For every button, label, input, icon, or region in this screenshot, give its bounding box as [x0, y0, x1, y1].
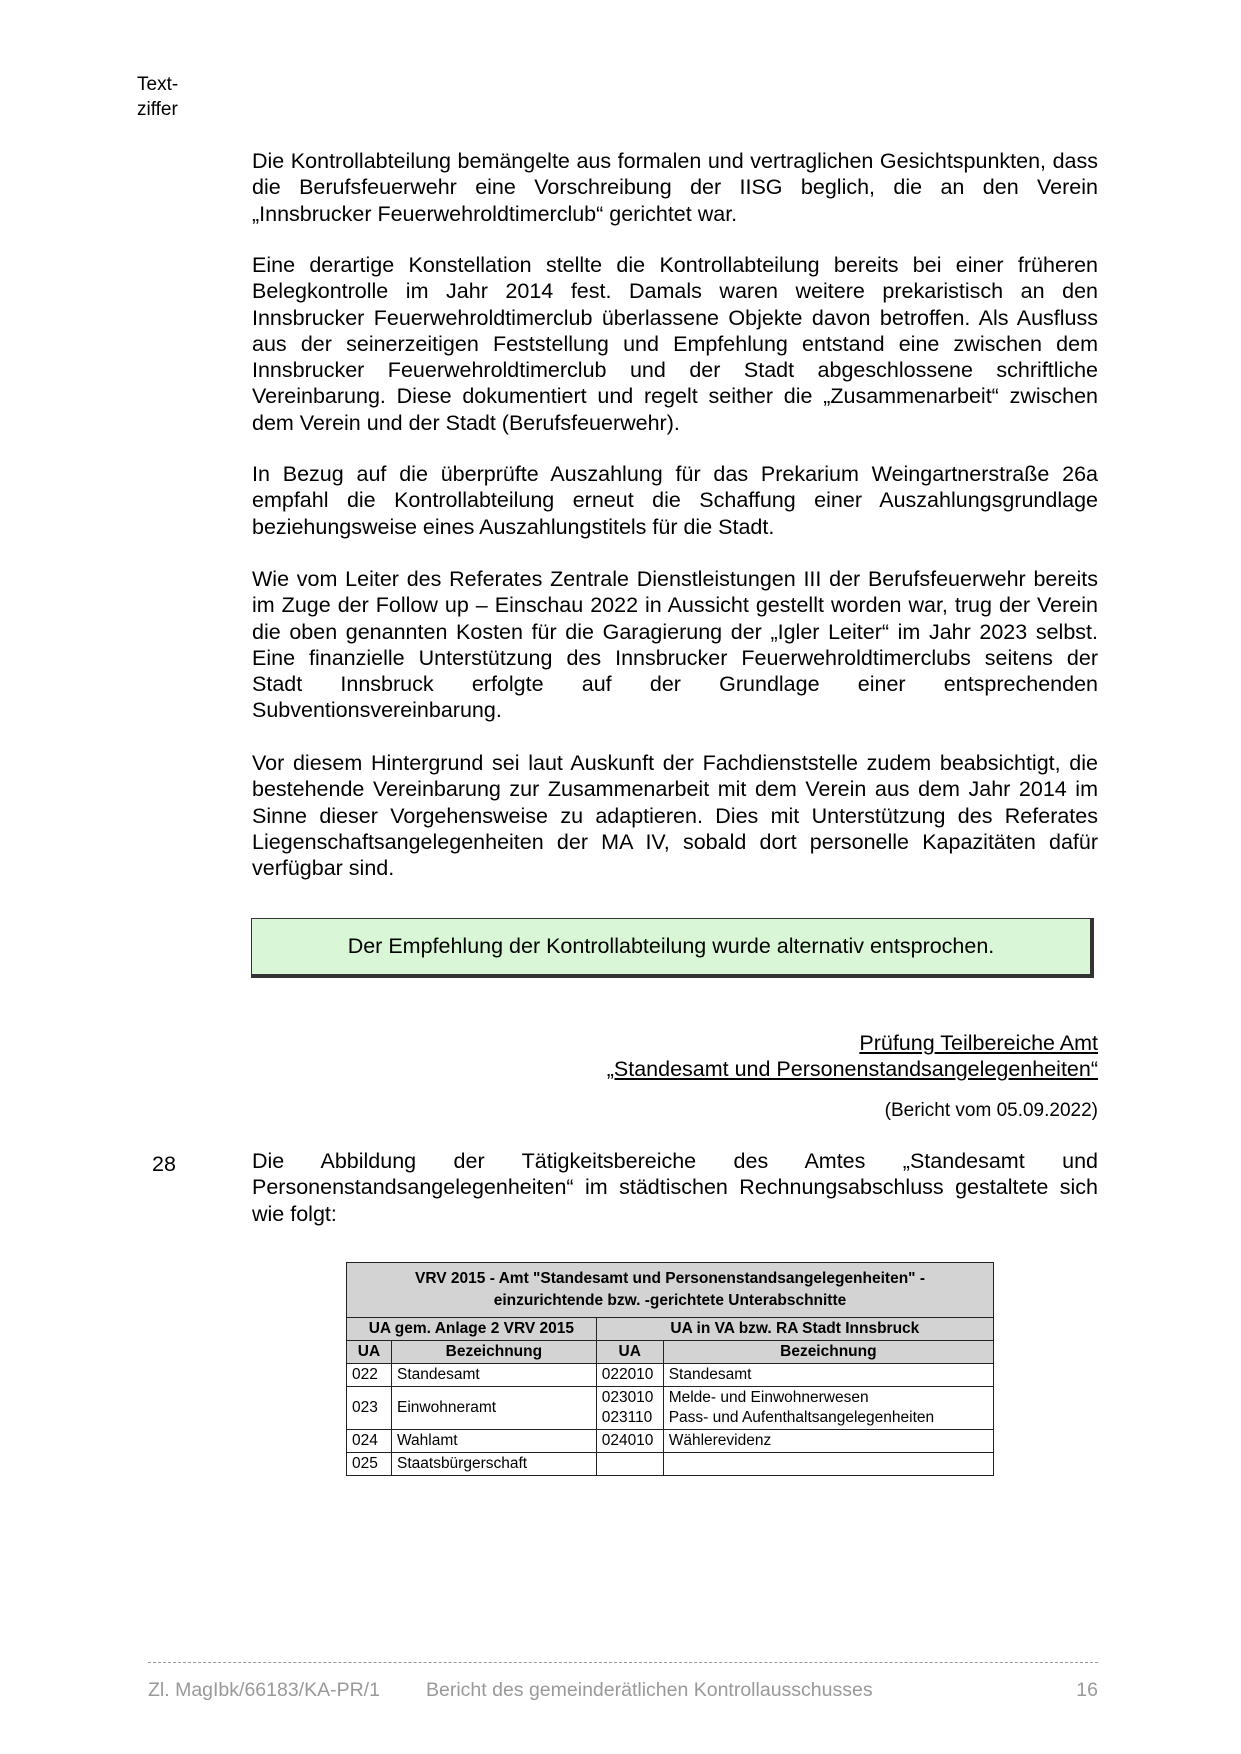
cell-ua2: 022010 — [596, 1364, 663, 1387]
cell-ua: 022 — [347, 1364, 392, 1387]
margin-label-textziffer — [137, 72, 178, 122]
cell-bezeichnung: Staatsbürgerschaft — [392, 1453, 597, 1476]
paragraph-28: Die Abbildung der Tätigkeitsbereiche des Amtes „Standesamt und Personenstandsangelegenheiten“ im städtischen Rechnungsabschluss gestaltete sich wie folgt: — [252, 1149, 1098, 1226]
col-header-bezeichnung: Bezeichnung — [392, 1341, 597, 1364]
cell-ua: 024 — [347, 1430, 392, 1453]
cell-bezeichnung: Einwohneramt — [392, 1387, 597, 1430]
cell-ua2-line: 023010 — [601, 1389, 654, 1406]
section-heading — [607, 1030, 1098, 1082]
vrv-table — [346, 1262, 994, 1476]
cell-bezeichnung2 — [663, 1453, 993, 1476]
cell-bezeichnung: Standesamt — [392, 1364, 597, 1387]
cell-ua: 023 — [347, 1387, 392, 1430]
report-date: (Bericht vom 05.09.2022) — [884, 1100, 1098, 1121]
paragraph-2: Eine derartige Konstellation stellte die Kontrollabteilung bereits bei einer früheren Belegkontrolle im Jahr 2014 fest. Damals waren weitere prekaristisch an den Innsbrucker Feuerwehroldtimerclub überlassene Objekte davon betroffen. Als Ausfluss aus der seinerzeitigen Feststellung und Empfehlung entstand eine zwischen dem Innsbrucker Feuerwehroldtimerclub und der Stadt abgeschlossene schriftliche Vereinbarung. Diese dokumentiert und regelt seither die „Zusammenarbeit“ zwischen dem Verein und der Stadt (Berufsfeuerwehr). — [252, 253, 1098, 435]
cell-bezeichnung2 — [663, 1387, 993, 1430]
table-row — [347, 1453, 994, 1476]
cell-ua2 — [596, 1453, 663, 1476]
margin-label-line1: Text- — [137, 74, 179, 95]
table-title-line1: VRV 2015 - Amt "Standesamt und Personenstandsangelegenheiten" - — [415, 1270, 925, 1287]
paragraph-3: In Bezug auf die überprüfte Auszahlung für das Prekarium Weingartnerstraße 26a empfahl die Kontrollabteilung erneut die Schaffung einer Auszahlungsgrundlage beziehungsweise eines Auszahlungstitels für die Stadt. — [252, 462, 1098, 539]
section-heading-line2: „Standesamt und Personenstandsangelegenheiten“ — [606, 1057, 1098, 1081]
recommendation-callout — [251, 918, 1094, 978]
paragraph-5: Vor diesem Hintergrund sei laut Auskunft der Fachdienststelle zudem beabsichtigt, die bestehende Vereinbarung zur Zusammenarbeit mit dem Verein aus dem Jahr 2014 im Sinne dieser Vorgehensweise zu adaptieren. Dies mit Unterstützung des Referates Liegenschaftsangelegenheiten der MA IV, sobald dort personelle Kapazitäten dafür verfügbar sind. — [252, 751, 1098, 881]
table-title — [347, 1263, 994, 1318]
textziffer-number: 28 — [152, 1152, 176, 1176]
footer-reference: Zl. MagIbk/66183/KA-PR/1 — [148, 1679, 380, 1701]
group-header-left: UA gem. Anlage 2 VRV 2015 — [347, 1318, 597, 1341]
cell-bezeichnung2: Standesamt — [663, 1364, 993, 1387]
footer-title: Bericht des gemeinderätlichen Kontrollausschusses — [426, 1679, 873, 1701]
group-header-right: UA in VA bzw. RA Stadt Innsbruck — [596, 1318, 993, 1341]
section-heading-line1: Prüfung Teilbereiche Amt — [859, 1031, 1098, 1055]
col-header-ua: UA — [347, 1341, 392, 1364]
cell-bezeichnung2: Wählerevidenz — [663, 1430, 993, 1453]
cell-ua: 025 — [347, 1453, 392, 1476]
table-row — [347, 1430, 994, 1453]
callout-text: Der Empfehlung der Kontrollabteilung wurde alternativ entsprochen. — [347, 934, 995, 958]
footer-page-number: 16 — [1076, 1679, 1098, 1701]
cell-ua2 — [596, 1387, 663, 1430]
margin-label-line2: ziffer — [137, 99, 178, 120]
cell-bezeichnung2-line: Melde- und Einwohnerwesen — [668, 1389, 869, 1406]
cell-ua2: 024010 — [596, 1430, 663, 1453]
table-row — [347, 1387, 994, 1430]
col-header-ua2: UA — [596, 1341, 663, 1364]
cell-bezeichnung2-line: Pass- und Aufenthaltsangelegenheiten — [668, 1409, 935, 1426]
paragraph-4: Wie vom Leiter des Referates Zentrale Dienstleistungen III der Berufsfeuerwehr bereits im Zuge der Follow up – Einschau 2022 in Aussicht gestellt worden war, trug der Verein die oben genannten Kosten für die Garagierung der „Igler Leiter“ im Jahr 2023 selbst. Eine finanzielle Unterstützung des Innsbrucker Feuerwehroldtimerclubs seitens der Stadt Innsbruck erfolgte auf der Grundlage einer entsprechenden Subventionsvereinbarung. — [252, 567, 1098, 723]
table-row — [347, 1364, 994, 1387]
col-header-bezeichnung2: Bezeichnung — [663, 1341, 993, 1364]
cell-ua2-line: 023110 — [601, 1409, 653, 1426]
cell-bezeichnung: Wahlamt — [392, 1430, 597, 1453]
footer-divider — [148, 1662, 1098, 1663]
paragraph-1: Die Kontrollabteilung bemängelte aus formalen und vertraglichen Gesichtspunkten, dass die Berufsfeuerwehr eine Vorschreibung der IISG beglich, die an den Verein „Innsbrucker Feuerwehroldtimerclub“ gerichtet war. — [252, 149, 1098, 226]
table-title-line2: einzurichtende bzw. -gerichtete Unterabschnitte — [493, 1292, 847, 1309]
